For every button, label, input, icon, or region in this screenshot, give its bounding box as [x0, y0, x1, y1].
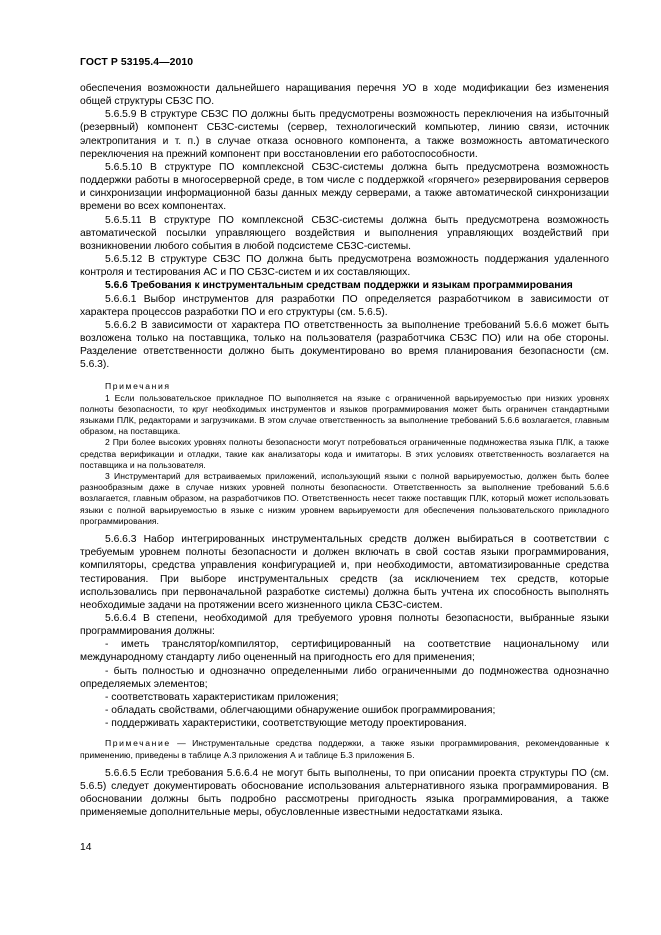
paragraph: 5.6.6.2 В зависимости от характера ПО ответственность за выполнение требований 5.6.6 может быть возложена только на поставщика, только на пользователя (разработчика СБЗС ПО) или на обе стороны. Разделение ответственности должно быть документировано во время планирования безопасности (см. 5.6.3).	[80, 319, 609, 371]
paragraph: 5.6.6.4 В степени, необходимой для требуемого уровня полноты безопасности, выбранные языки программирования должны:	[80, 613, 609, 638]
note-text: — Инструментальные средства поддержки, а также языки программирования, рекомендованные к применению, приведены в таблице А.3 приложения А и таблице Б.3 приложения Б.	[80, 738, 609, 760]
list-item: - быть полностью и однозначно определенными либо ограниченными до подмножества однозначно определяемых элементов;	[80, 665, 609, 690]
page-number: 14	[80, 842, 92, 853]
notes-heading: Примечания	[105, 381, 171, 392]
note-label: Примечание	[105, 738, 171, 749]
paragraph: 5.6.6.1 Выбор инструментов для разработки ПО определяется разработчиком в зависимости от характера процессов разработки ПО и его структуры (см. 5.6.5).	[80, 293, 609, 318]
note-single	[80, 738, 609, 760]
paragraph: 5.6.6.5 Если требования 5.6.6.4 не могут быть выполнены, то при описании проекта структуры ПО (см. 5.6.5) следует документировать обоснование использования альтернативного языка программирования. В обосновании должны быть подробно рассмотрены пригодность языка программирования, а также применяемые дополнительные меры, обусловленные известными недостатками языка.	[80, 767, 609, 819]
note-item: 2 При более высоких уровнях полноты безопасности могут потребоваться ограниченные подмножества языка ПЛК, а также средства верификации и отладки, такие как анализаторы кода и имитаторы. В этих условиях ответственность возлагается на поставщика и на пользователя.	[80, 437, 609, 470]
list-item: - обладать свойствами, облегчающими обнаружение ошибок программирования;	[105, 705, 496, 717]
list-item: - соответствовать характеристикам приложения;	[105, 691, 339, 703]
list-item: - поддерживать характеристики, соответствующие методу проектирования.	[105, 718, 467, 730]
paragraph: 5.6.5.9 В структуре СБЗС ПО должны быть предусмотрены возможность переключения на избыточный (резервный) компонент СБЗС-системы (сервер, технологический компьютер, линию связи, источник электропитания и т. п.) в случае отказа основного компонента, а также возможность автоматического переключения на прежний компонент при восстановлении его работоспособности.	[80, 109, 609, 160]
paragraph: 5.6.6.3 Набор интегрированных инструментальных средств должен выбираться в соответствии с требуемым уровнем полноты безопасности и должен включать в свой состав языки программирования, компиляторы, средства управления конфигурацией и, при необходимости, автоматизированные средства тестирования. При выборе инструментальных средств (за исключением тех средств, которые использовались при первоначальной разработке системы) должна быть учтена их способность выполнять необходимые задачи на протяжении всего жизненного цикла СБЗС-систем.	[80, 534, 609, 611]
paragraph: 5.6.5.11 В структуре ПО комплексной СБЗС-системы должна быть предусмотрена возможность автоматической посылки управляющего воздействия и выполнения управляющих воздействий при возникновении любого события в любой подсистеме СБЗС-системы.	[80, 214, 609, 252]
note-item: 3 Инструментарий для встраиваемых приложений, использующий языки с полной варьируемостью, должен быть более разнообразным даже в случае низких уровней полноты безопасности. Ответственность за выполнение требований 5.6.6 возлагается, главным образом, на разработчиков ПО. Ответственность несет также поставщик ПЛК, который может использовать языки с полной варьируемостью в языке с низким уровнем варьируемости для обеспечения пользовательского прикладного программирования.	[80, 471, 609, 526]
notes-block	[80, 381, 609, 527]
paragraph: 5.6.5.10 В структуре ПО комплексной СБЗС-системы должна быть предусмотрена возможность поддержки работы в многосерверной среде, в том числе с поддержкой «горячего» резервирования серверов и синхронизации информационной базы данных между серверами, а также автоматической синхронизации времени во всех компонентах.	[80, 161, 609, 213]
list-item: - иметь транслятор/компилятор, сертифицированный на соответствие национальному или международному стандарту либо оцененный на пригодность его для применения;	[80, 639, 609, 664]
note-item: 1 Если пользовательское прикладное ПО выполняется на языке с ограниченной варьируемостью при низких уровнях полноты безопасности, то круг необходимых инструментов и языков программирования может быть ограничен стандартными языками ПЛК, редакторами и загрузчиками. В этом случае ответственность за выполнение требований 5.6.6 возлагается, главным образом, на поставщика.	[80, 392, 609, 437]
section-heading: 5.6.6 Требования к инструментальным средствам поддержки и языкам программирования	[105, 280, 573, 292]
paragraph: обеспечения возможности дальнейшего наращивания перечня УО в ходе модификации без изменения общей структуры СБЗС ПО.	[80, 83, 609, 108]
standard-header: ГОСТ Р 53195.4—2010	[80, 57, 194, 68]
paragraph: 5.6.5.12 В структуре СБЗС ПО должна быть предусмотрена возможность поддержания удаленного контроля и тестирования АС и ПО СБЗС-систем и их составляющих.	[80, 254, 609, 279]
body-text	[80, 82, 609, 819]
